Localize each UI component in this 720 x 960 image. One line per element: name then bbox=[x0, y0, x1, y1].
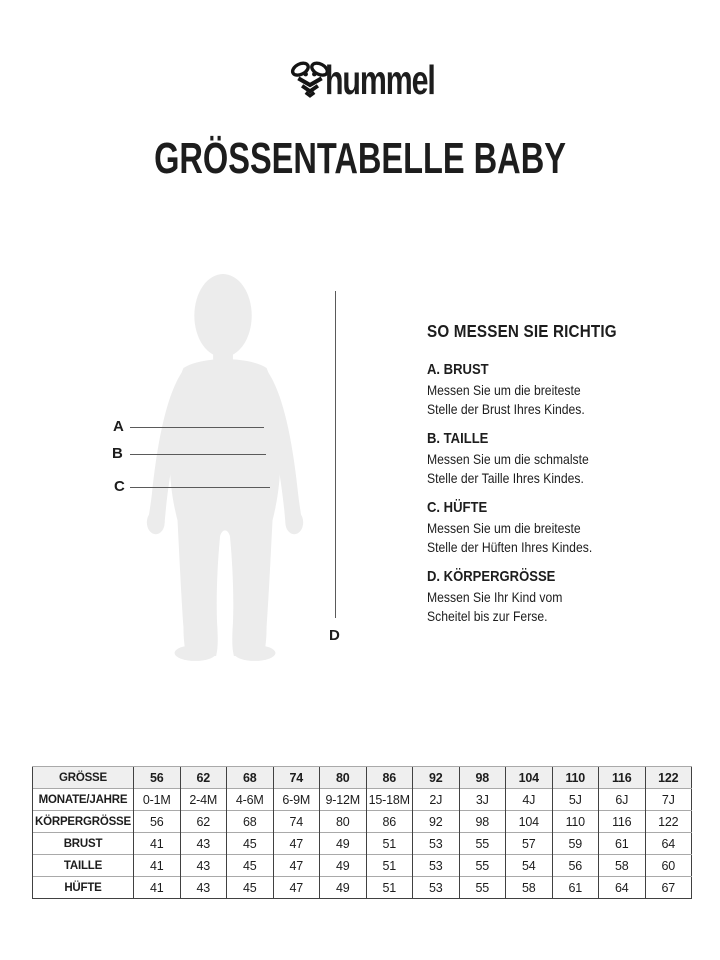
size-cell: 47 bbox=[273, 877, 320, 899]
instruction-line: Messen Sie Ihr Kind vom bbox=[427, 589, 563, 605]
size-cell: 45 bbox=[227, 833, 274, 855]
size-cell: 51 bbox=[366, 877, 413, 899]
size-cell: 56 bbox=[134, 811, 181, 833]
size-cell: 47 bbox=[273, 833, 320, 855]
size-cell: 74 bbox=[273, 767, 320, 789]
table-row bbox=[33, 789, 692, 811]
size-cell: 51 bbox=[366, 855, 413, 877]
hummel-bee-icon bbox=[290, 60, 330, 100]
size-cell: 43 bbox=[180, 833, 227, 855]
row-label: KÖRPERGRÖSSE bbox=[33, 811, 134, 833]
instruction-section bbox=[427, 430, 707, 487]
size-cell: 55 bbox=[459, 855, 506, 877]
measure-line-d bbox=[335, 291, 336, 618]
size-cell: 92 bbox=[413, 811, 460, 833]
size-cell: 6J bbox=[599, 789, 646, 811]
size-cell: 68 bbox=[227, 767, 274, 789]
size-cell: 53 bbox=[413, 855, 460, 877]
measure-label-b: B bbox=[112, 445, 123, 462]
table-row bbox=[33, 855, 692, 877]
instruction-section bbox=[427, 361, 707, 418]
measure-line-c bbox=[130, 487, 270, 488]
row-label: BRUST bbox=[33, 833, 134, 855]
table-row bbox=[33, 767, 692, 789]
size-cell: 80 bbox=[320, 811, 367, 833]
size-cell: 41 bbox=[134, 833, 181, 855]
size-cell: 61 bbox=[599, 833, 646, 855]
instruction-line: Messen Sie um die schmalste bbox=[427, 451, 589, 467]
size-cell: 45 bbox=[227, 855, 274, 877]
measure-label-d: D bbox=[329, 627, 340, 644]
size-cell: 54 bbox=[506, 855, 553, 877]
instruction-line: Messen Sie um die breiteste bbox=[427, 382, 581, 398]
size-cell: 59 bbox=[552, 833, 599, 855]
size-cell: 116 bbox=[599, 811, 646, 833]
size-cell: 49 bbox=[320, 833, 367, 855]
row-label: MONATE/JAHRE bbox=[33, 789, 134, 811]
size-cell: 49 bbox=[320, 877, 367, 899]
size-cell: 6-9M bbox=[273, 789, 320, 811]
size-cell: 86 bbox=[366, 767, 413, 789]
size-cell: 4J bbox=[506, 789, 553, 811]
size-cell: 2J bbox=[413, 789, 460, 811]
size-cell: 64 bbox=[645, 833, 692, 855]
instruction-section-title: B. TAILLE bbox=[427, 430, 489, 447]
size-cell: 57 bbox=[506, 833, 553, 855]
instruction-section bbox=[427, 499, 707, 556]
size-cell: 56 bbox=[134, 767, 181, 789]
instruction-section-title: D. KÖRPERGRÖSSE bbox=[427, 568, 556, 585]
size-cell: 110 bbox=[552, 767, 599, 789]
size-cell: 15-18M bbox=[366, 789, 413, 811]
measure-label-a: A bbox=[113, 418, 124, 435]
size-cell: 4-6M bbox=[227, 789, 274, 811]
instruction-section-title: A. BRUST bbox=[427, 361, 489, 378]
brand-wordmark: hummel bbox=[325, 57, 435, 103]
size-cell: 53 bbox=[413, 877, 460, 899]
size-cell: 43 bbox=[180, 877, 227, 899]
row-label: TAILLE bbox=[33, 855, 134, 877]
instruction-line: Stelle der Hüften Ihres Kindes. bbox=[427, 538, 593, 555]
size-cell: 60 bbox=[645, 855, 692, 877]
size-cell: 47 bbox=[273, 855, 320, 877]
size-cell: 104 bbox=[506, 811, 553, 833]
size-cell: 98 bbox=[459, 811, 506, 833]
size-cell: 7J bbox=[645, 789, 692, 811]
size-cell: 53 bbox=[413, 833, 460, 855]
baby-silhouette bbox=[132, 270, 320, 662]
size-cell: 116 bbox=[599, 767, 646, 789]
size-cell: 9-12M bbox=[320, 789, 367, 811]
instruction-line: Scheitel bis zur Ferse. bbox=[427, 607, 548, 624]
size-cell: 5J bbox=[552, 789, 599, 811]
measure-instructions bbox=[427, 321, 707, 637]
size-cell: 55 bbox=[459, 877, 506, 899]
size-cell: 80 bbox=[320, 767, 367, 789]
size-cell: 0-1M bbox=[134, 789, 181, 811]
table-row bbox=[33, 877, 692, 899]
instruction-line: Stelle der Brust Ihres Kindes. bbox=[427, 400, 585, 417]
instructions-heading: SO MESSEN SIE RICHTIG bbox=[427, 321, 617, 341]
size-cell: 104 bbox=[506, 767, 553, 789]
size-cell: 74 bbox=[273, 811, 320, 833]
measure-label-c: C bbox=[114, 478, 125, 495]
size-cell: 3J bbox=[459, 789, 506, 811]
size-cell: 56 bbox=[552, 855, 599, 877]
row-label: HÜFTE bbox=[33, 877, 134, 899]
size-cell: 86 bbox=[366, 811, 413, 833]
instruction-section-title: C. HÜFTE bbox=[427, 499, 488, 516]
row-label: GRÖSSE bbox=[33, 767, 134, 789]
measure-line-a bbox=[130, 427, 264, 428]
table-row bbox=[33, 833, 692, 855]
instruction-line: Messen Sie um die breiteste bbox=[427, 520, 581, 536]
size-table-body bbox=[33, 767, 692, 899]
instruction-section bbox=[427, 568, 707, 625]
measure-line-b bbox=[130, 454, 266, 455]
size-cell: 62 bbox=[180, 811, 227, 833]
table-row bbox=[33, 811, 692, 833]
instruction-line: Stelle der Taille Ihres Kindes. bbox=[427, 469, 584, 486]
size-cell: 51 bbox=[366, 833, 413, 855]
size-cell: 49 bbox=[320, 855, 367, 877]
page-title: GRÖSSENTABELLE BABY bbox=[154, 134, 566, 184]
size-cell: 122 bbox=[645, 767, 692, 789]
size-cell: 68 bbox=[227, 811, 274, 833]
size-cell: 43 bbox=[180, 855, 227, 877]
size-cell: 67 bbox=[645, 877, 692, 899]
size-cell: 45 bbox=[227, 877, 274, 899]
size-cell: 58 bbox=[506, 877, 553, 899]
size-cell: 41 bbox=[134, 855, 181, 877]
size-cell: 110 bbox=[552, 811, 599, 833]
size-cell: 55 bbox=[459, 833, 506, 855]
instruction-sections bbox=[427, 361, 707, 625]
size-cell: 58 bbox=[599, 855, 646, 877]
size-cell: 62 bbox=[180, 767, 227, 789]
size-table bbox=[32, 766, 692, 899]
size-cell: 122 bbox=[645, 811, 692, 833]
size-cell: 92 bbox=[413, 767, 460, 789]
size-cell: 61 bbox=[552, 877, 599, 899]
size-cell: 2-4M bbox=[180, 789, 227, 811]
size-cell: 41 bbox=[134, 877, 181, 899]
size-cell: 64 bbox=[599, 877, 646, 899]
size-cell: 98 bbox=[459, 767, 506, 789]
